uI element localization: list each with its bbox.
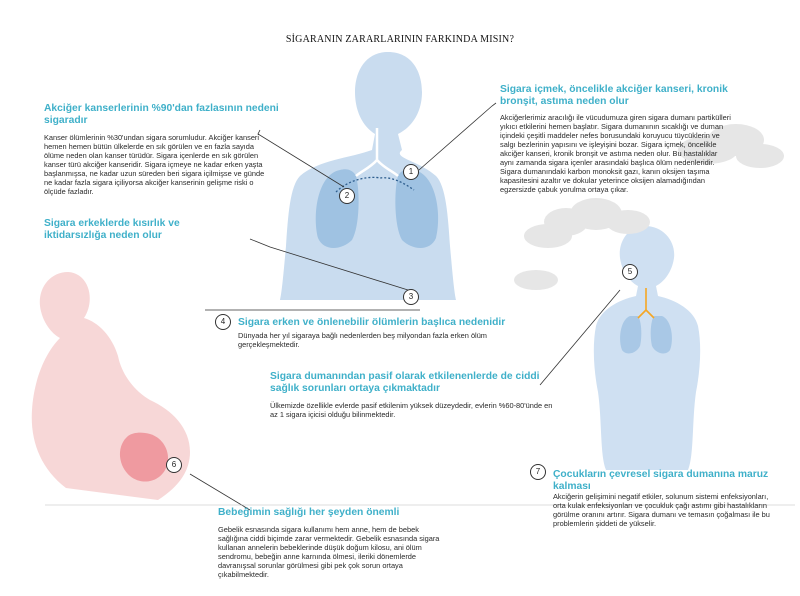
badge-6: 6 (166, 457, 182, 473)
badge-4: 4 (215, 314, 231, 330)
child-silhouette (594, 226, 700, 470)
badge-3: 3 (403, 289, 419, 305)
section-7-heading: Çocukların çevresel sigara dumanına maruz kalması (553, 469, 769, 492)
badge-2: 2 (339, 188, 355, 204)
section-1-heading: Sigara içmek, öncelikle akciğer kanseri, kronik bronşit, astıma neden olur (500, 84, 728, 107)
section-7-body: Akciğerin gelişimini negatif etkiler, solunum sistemi enfeksiyonları, orta kulak enfeksiyonları ve çocukluk çağı astımı gibi hastalıkların görülme oranını artırır. Sigara dumanı ve temasın çoğalması ile bu problemlerin şiddeti de yükselir. (553, 492, 770, 528)
section-3-heading: Sigara erkeklerde kısırlık ve iktidarsızlığa neden olur (44, 218, 180, 241)
badge-5: 5 (622, 264, 638, 280)
section-1-body: Akciğerlerimiz aracılığı ile vücudumuza giren sigara dumanı partikülleri yıkıcı etkilerini hemen başlatır. Sigara dumanının sıcaklığı ve duman içindeki çeşitli maddeler nefes borusundaki koruyucu tüycüklerin ve salgı bezlerinin yapısını ve işleyişini bozar. Sigara içmek, öncelikle akciğer kanseri, kronik bronşit ve astıma neden olur. Bu hastalıklar aynı zamanda sigara içenler arasındaki başlıca ölüm nedenleridir. Sigara dumanındaki karbon monoksit gazı, kanın oksijen taşıma kapasitesini azaltır ve dokular yeterince oksijen alamadığından egzersizde çabuk yorulma ortaya çıkar. (500, 113, 731, 194)
page-title: SİGARANIN ZARARLARININ FARKINDA MISIN? (285, 34, 515, 45)
badge-7: 7 (530, 464, 546, 480)
section-4-heading: Sigara erken ve önlenebilir ölümlerin başlıca nedenidir (238, 317, 506, 328)
section-6-body: Gebelik esnasında sigara kullanımı hem anne, hem de bebek sağlığına ciddi biçimde zarar vermektedir. Gebelik esnasında sigara kullanan annelerin bebeklerinde düşük doğum kilosu, ani ölüm sendromu, bebeğin anne karnında ölmesi, ileriki dönemlerde davranışsal sorunlar görülmesi gibi pek çok sorun ortaya çıkabilmektedir. (218, 525, 440, 579)
section-5-heading: Sigara dumanından pasif olarak etkilenenlerde de ciddi sağlık sorunları ortaya çıkmaktadır (270, 371, 540, 394)
section-2-heading: Akciğer kanserlerinin %90'dan fazlasının nedeni sigaradır (44, 103, 279, 126)
badge-1: 1 (403, 164, 419, 180)
section-6-heading: Bebeğimin sağlığı her şeyden önemli (218, 507, 400, 518)
section-5-body: Ülkemizde özellikle evlerde pasif etkilenim yüksek düzeydedir, evlerin %60-80'ünde en az 1 sigara içicisi olduğu bilinmektedir. (270, 401, 553, 419)
section-4-body: Dünyada her yıl sigaraya bağlı nedenlerden beş milyondan fazla erken ölüm gerçekleşmektedir. (238, 331, 487, 349)
adult-silhouette (280, 52, 456, 300)
section-2-body: Kanser ölümlerinin %30'undan sigara sorumludur. Akciğer kanseri hemen hemen bütün ülkelerde en sık görülen ve en fazla sayıda ölüme neden olan kanser türüdür. Sigara içenlerde en sık görülen kanser türü akciğer kanseridir. Sigara içmeye ne kadar erken yaşta başlanmışsa, ne kadar uzun süreden beri sigara içilmişse ve günde ne kadar fazla sigara içiliyorsa akciğer kanserinin gelişme riski o ölçüde fazladır. (44, 133, 265, 196)
